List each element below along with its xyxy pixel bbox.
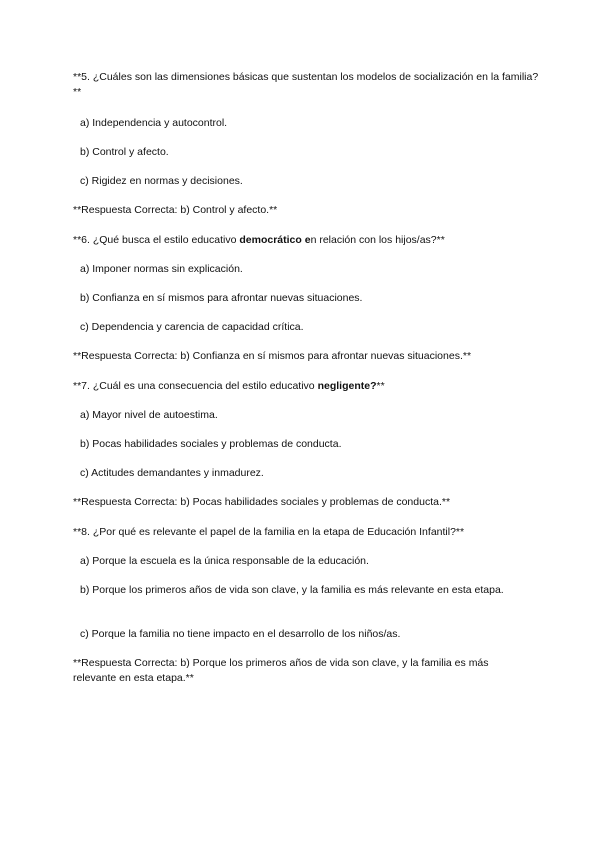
question-8: **8. ¿Por qué es relevante el papel de la familia en la etapa de Educación Infantil?** [73,526,465,538]
question-8-answer: **Respuesta Correcta: b) Porque los primeros años de vida son clave, y la familia es más relevante en esta etapa.** [73,657,489,684]
question-8-option-c: c) Porque la familia no tiene impacto en el desarrollo de los niños/as. [80,628,401,640]
question-6-text-end: n relación con los hijos/as?** [310,234,445,246]
question-6-bold-term: democrático e [239,234,311,246]
question-6-option-b: b) Confianza en sí mismos para afrontar nuevas situaciones. [80,292,363,304]
question-5-option-c: c) Rigidez en normas y decisiones. [80,175,243,187]
question-6-text-start: **6. ¿Qué busca el estilo educativo [73,234,240,246]
question-7-text-end: ** [376,380,385,392]
question-5-option-a: a) Independencia y autocontrol. [80,117,228,129]
question-7 [73,379,543,394]
question-8-option-b: b) Porque los primeros años de vida son clave, y la familia es más relevante en esta etapa. [80,584,504,596]
question-7-text-start: **7. ¿Cuál es una consecuencia del estilo educativo [73,380,318,392]
question-7-option-b: b) Pocas habilidades sociales y problemas de conducta. [80,438,342,450]
question-5: **5. ¿Cuáles son las dimensiones básicas que sustentan los modelos de socialización en la familia?** [73,71,539,98]
question-5-answer: **Respuesta Correcta: b) Control y afecto.** [73,204,278,216]
question-6 [73,233,543,248]
question-6-option-a: a) Imponer normas sin explicación. [80,263,243,275]
question-7-option-c: c) Actitudes demandantes y inmadurez. [80,467,264,479]
question-7-option-a: a) Mayor nivel de autoestima. [80,409,218,421]
question-7-bold-term: negligente? [317,380,377,392]
question-5-option-b: b) Control y afecto. [80,146,169,158]
question-6-option-c: c) Dependencia y carencia de capacidad crítica. [80,321,304,333]
question-8-option-a: a) Porque la escuela es la única responsable de la educación. [80,555,369,567]
question-7-answer: **Respuesta Correcta: b) Pocas habilidades sociales y problemas de conducta.** [73,496,451,508]
question-6-answer: **Respuesta Correcta: b) Confianza en sí mismos para afrontar nuevas situaciones.** [73,350,472,362]
